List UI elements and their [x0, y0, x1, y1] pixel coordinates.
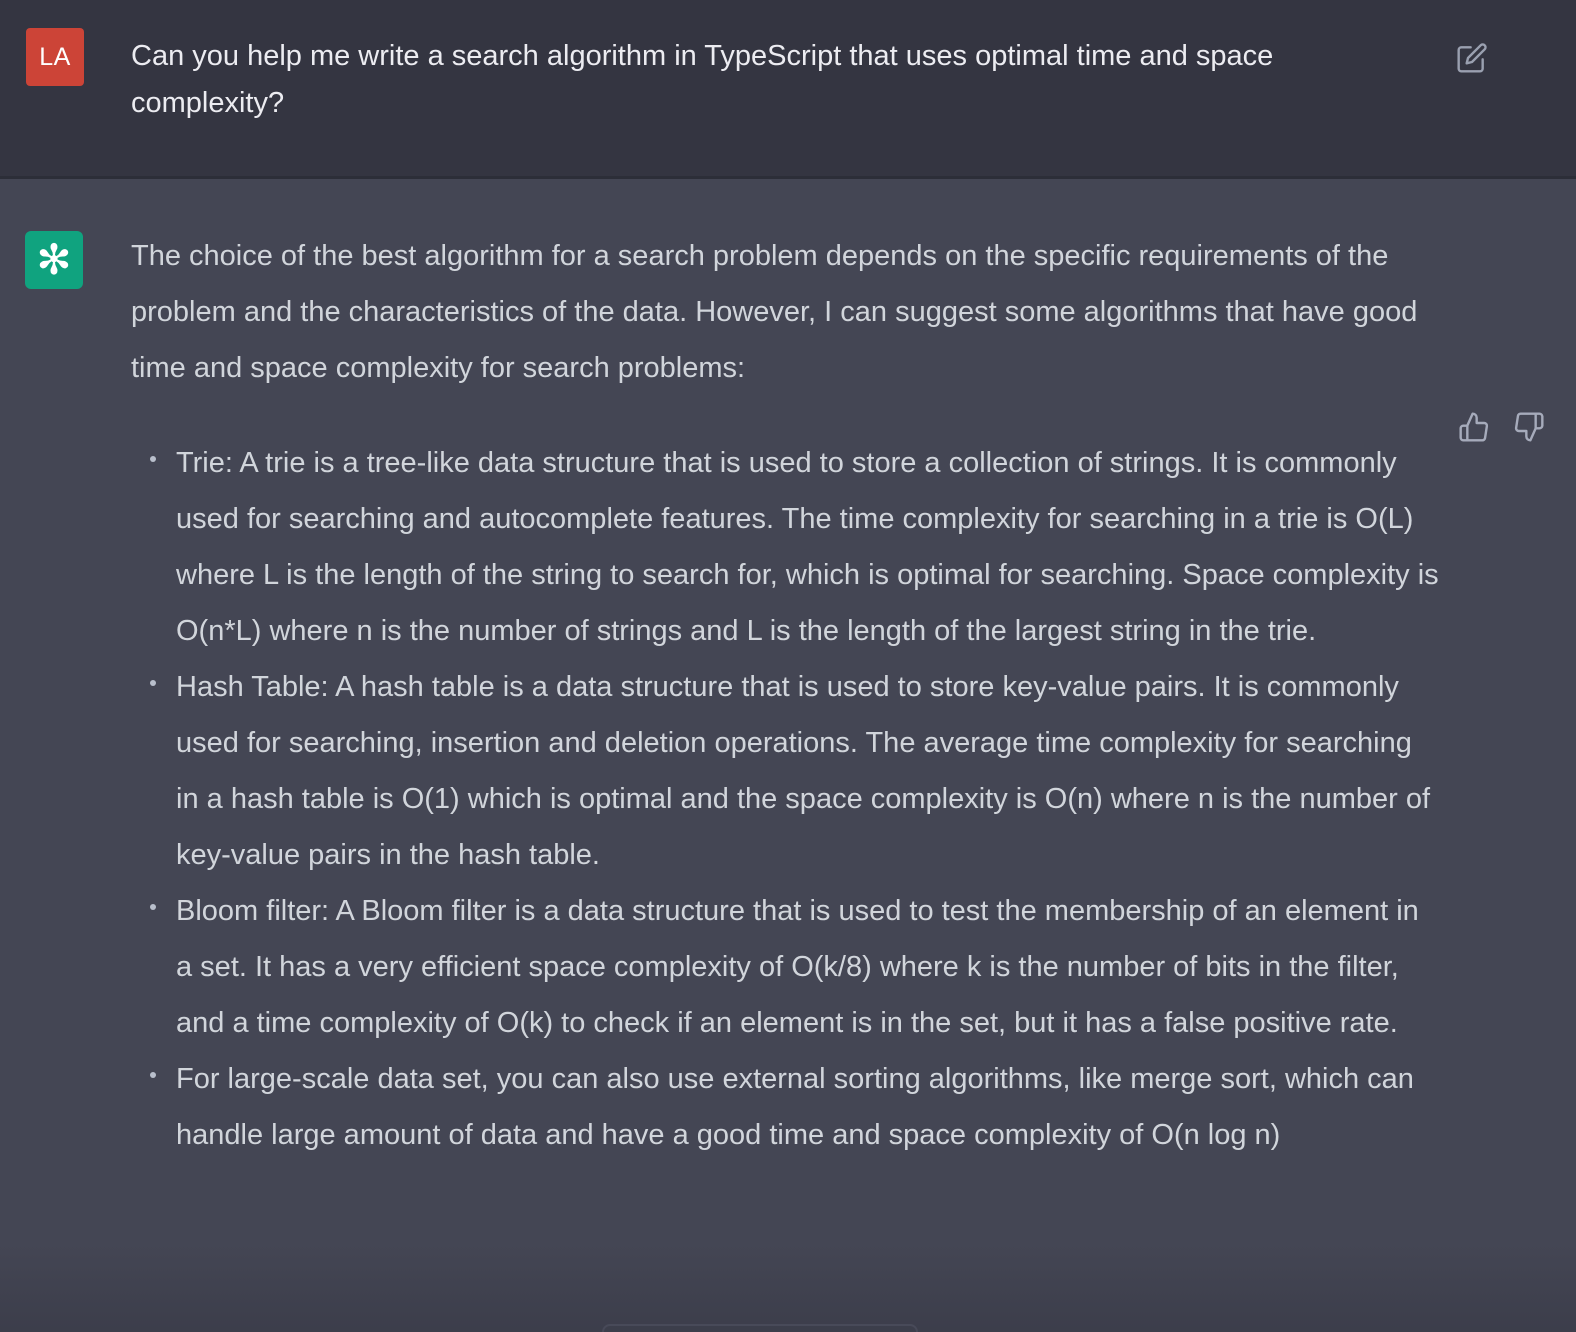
- edit-message-button[interactable]: [1456, 40, 1492, 76]
- regenerate-response-button-partial[interactable]: [602, 1324, 918, 1332]
- user-avatar-initials: LA: [39, 42, 71, 71]
- chatgpt-avatar: [25, 231, 83, 289]
- list-item-trie: Trie: A trie is a tree-like data structure that is used to store a collection of strings. It is commonly used for searching and autocomplete features. The time complexity for searching in a trie is O(L) where L is the length of the string to search for, which is optimal for searching. Space complexity is O(n*L) where n is the number of strings and L is the length of the largest string in the trie.: [176, 435, 1439, 659]
- thumbs-up-button[interactable]: [1458, 409, 1490, 445]
- edit-icon: [1456, 41, 1492, 75]
- thumbs-down-button[interactable]: [1513, 409, 1545, 445]
- assistant-intro-paragraph: The choice of the best algorithm for a search problem depends on the specific requirements of the problem and the characteristics of the data. However, I can suggest some algorithms that have good time and space complexity for search problems:: [131, 240, 1418, 384]
- list-item-bloom-filter: Bloom filter: A Bloom filter is a data structure that is used to test the membership of an element in a set. It has a very efficient space complexity of O(k/8) where k is the number of bits in the filter, and a time complexity of O(k) to check if an element is in the set, but it has a false positive rate.: [176, 883, 1439, 1051]
- assistant-message-row: [0, 176, 1576, 1332]
- list-item-hash-table: Hash Table: A hash table is a data structure that is used to store key-value pairs. It is commonly used for searching, insertion and deletion operations. The average time complexity for searching in a hash table is O(1) which is optimal and the space complexity is O(n) where n is the number of key-value pairs in the hash table.: [176, 659, 1439, 883]
- openai-logo-icon: ✻: [36, 236, 72, 283]
- thumbs-down-icon: [1513, 411, 1545, 443]
- assistant-message-content: [131, 228, 1439, 1163]
- feedback-buttons: [1458, 409, 1545, 445]
- algorithm-list: [131, 435, 1439, 1163]
- bottom-gradient-overlay: [0, 1242, 1576, 1332]
- thumbs-up-icon: [1458, 411, 1490, 443]
- user-message-text: Can you help me write a search algorithm in TypeScript that uses optimal time and space complexity?: [131, 40, 1274, 119]
- user-avatar: [26, 28, 84, 86]
- list-item-external-sorting: For large-scale data set, you can also use external sorting algorithms, like merge sort, which can handle large amount of data and have a good time and space complexity of O(n log n): [176, 1051, 1439, 1163]
- user-message-row: [0, 0, 1576, 176]
